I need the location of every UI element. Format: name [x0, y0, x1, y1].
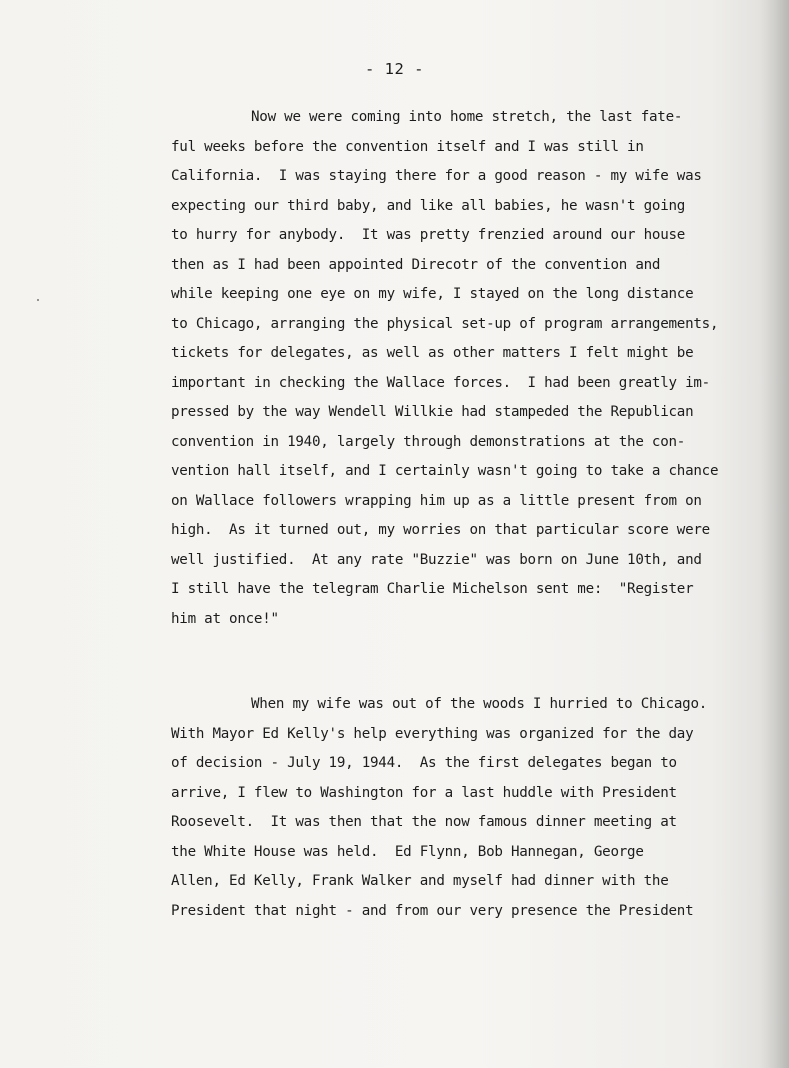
paragraph-2 — [171, 690, 711, 926]
text-line: vention hall itself, and I certainly wasn't going to take a chance — [171, 463, 719, 479]
text-line: on Wallace followers wrapping him up as a little present from on — [171, 492, 702, 509]
text-line: ful weeks before the convention itself and I was still in — [171, 138, 644, 155]
text-line: while keeping one eye on my wife, I stayed on the long distance — [171, 286, 694, 302]
text-line: Allen, Ed Kelly, Frank Walker and myself had dinner with the — [171, 873, 669, 889]
text-line: important in checking the Wallace forces. I had been greatly im- — [171, 374, 710, 391]
text-line: him at once!" — [171, 610, 279, 627]
text-line: well justified. At any rate "Buzzie" was born on June 10th, and — [171, 551, 702, 568]
text-line: tickets for delegates, as well as other matters I felt might be — [171, 345, 694, 361]
text-line: pressed by the way Wendell Willkie had stampeded the Republican — [171, 404, 694, 420]
text-line: then as I had been appointed Direcotr of the convention and — [171, 256, 661, 273]
text-line: of decision - July 19, 1944. As the first delegates began to — [171, 755, 677, 771]
text-line: to Chicago, arranging the physical set-up of program arrangements, — [171, 315, 719, 332]
text-line: President that night - and from our very presence the President — [171, 902, 694, 919]
page-number: - 12 - — [365, 60, 424, 78]
text-line: When my wife was out of the woods I hurried to Chicago. — [251, 696, 708, 712]
text-line: Roosevelt. It was then that the now famous dinner meeting at — [171, 814, 677, 830]
text-line: convention in 1940, largely through demonstrations at the con- — [171, 433, 686, 450]
text-line: California. I was staying there for a good reason - my wife was — [171, 168, 702, 184]
paragraph-1 — [171, 103, 719, 634]
text-line: expecting our third baby, and like all babies, he wasn't going — [171, 197, 686, 214]
text-line: to hurry for anybody. It was pretty frenzied around our house — [171, 227, 686, 243]
text-line: the White House was held. Ed Flynn, Bob Hannegan, George — [171, 843, 644, 860]
text-line: With Mayor Ed Kelly's help everything was organized for the day — [171, 725, 694, 742]
paper-speck — [37, 299, 39, 301]
page-edge-shadow — [759, 0, 789, 1068]
text-line: arrive, I flew to Washington for a last huddle with President — [171, 784, 677, 801]
text-line: I still have the telegram Charlie Michelson sent me: "Register — [171, 581, 694, 597]
text-line: high. As it turned out, my worries on that particular score were — [171, 522, 710, 538]
text-line: Now we were coming into home stretch, the last fate- — [251, 109, 683, 125]
